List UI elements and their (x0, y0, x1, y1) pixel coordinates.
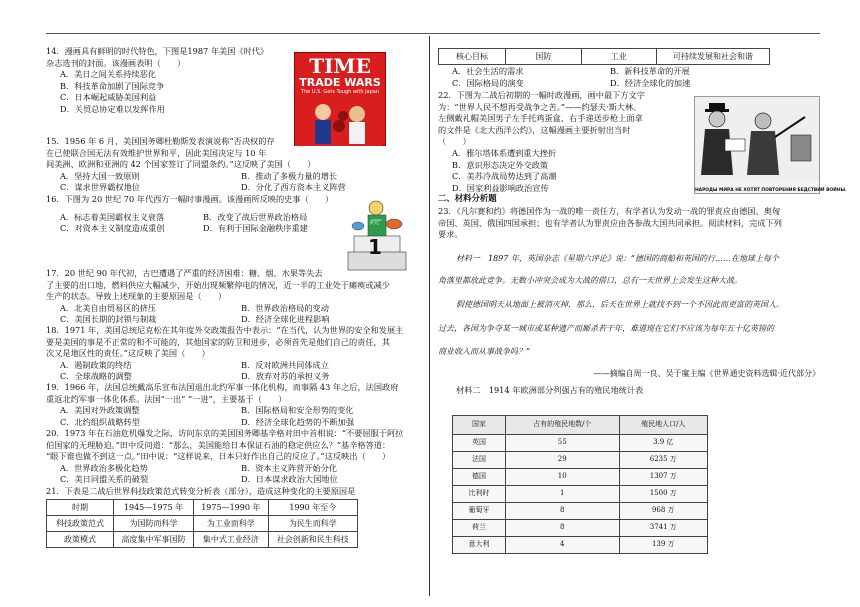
q21-option-b: B．新科技革命的开展 (610, 66, 690, 76)
material-one-line-3: 假使德国明天从地面上被消灭掉，那么，后天在世界上就找不到一个不因此而更富的英国人。 (456, 300, 784, 309)
table-cell: 政策模式 (47, 532, 114, 548)
section-2-title: 二、材料分析题 (438, 193, 497, 203)
q22-option-d: D．国家利益影响政治宣传 (452, 182, 549, 193)
q18-line-3: 次又是地区性的责任。”这反映了美国（ ） (46, 348, 210, 359)
table-cell: 139 万 (619, 537, 707, 554)
q19-line-2: 重返北约军事一体化体系。法国“一出” “一进”，主要基于（ ） (46, 393, 287, 404)
q16-option-a: A．标志着美国霸权主义衰落 (60, 211, 165, 222)
q16-option-b: B．改变了战后世界政治格局 (203, 211, 308, 222)
q15-line-2: 在已使联合国无法有效维护世界和平，因此美国决定与 10 年 (46, 147, 267, 158)
q19-option-a: A．美国对外政策调整 (60, 405, 140, 416)
table-row (47, 532, 358, 548)
top-rule (46, 33, 820, 34)
boxing-illustration (295, 96, 383, 146)
q18-option-b: B．反对欧洲共同体成立 (241, 359, 329, 370)
podium-number: 1 (368, 235, 382, 259)
material-one (438, 249, 820, 385)
q17-option-b: B．世界政治格局的变动 (241, 302, 329, 313)
table-row (453, 486, 708, 503)
q20-line-2: 伯国家的无理胁迫。”田中反问道：“那么，美国能给日本保证石油的稳定供应么？”基辛格答道： (46, 439, 391, 450)
q22-line-1: 22．下图为二战后初期的一幅时政漫画，画中最下方文字 (438, 90, 645, 100)
table-cell: 1500 万 (619, 486, 707, 503)
q19-option-d: D．经济全球化趋势的不断加强 (241, 416, 355, 427)
q15-line-3: 间美洲、欧洲和亚洲的 42 个国家签订了同盟条约。”这反映了美国（ ） (46, 159, 316, 169)
table-cell: 4 (506, 537, 620, 554)
question-22 (438, 90, 688, 194)
q14-stem-2: 杂志选刊的封面。该漫画表明（ ） (46, 57, 186, 68)
table-cell: 英国 (453, 435, 506, 452)
q20-line-1: 20．1973 年在石油危机爆发之际，访问东京的美国国务卿基辛格对田中首相说：“不要屈服于阿拉 (46, 428, 404, 438)
question-16 (46, 194, 346, 235)
cold-war-cartoon-illustration (695, 97, 819, 181)
q15-option-b: B．推动了多极力量的增长 (241, 170, 338, 181)
table-cell: 1990 年至今 (268, 500, 357, 516)
q22-line-2: 为：“世界人民不想再受战争之苦。”——约瑟夫·斯大林。 (438, 101, 642, 112)
table-row (453, 520, 708, 537)
table-cell: 可持续发展和社会和谐 (657, 49, 770, 65)
table-row (453, 537, 708, 554)
q22-cartoon-caption: НАРОДЫ МИРА НЕ ХОТЯТ ПОВТОРЕНИЯ БЕДСТВИЙ ВОЙНЫ. (695, 187, 847, 193)
table-row (453, 469, 708, 486)
table-cell: 29 (506, 452, 620, 469)
table-cell: 8 (506, 503, 620, 520)
table-header-cell: 国家 (453, 416, 506, 435)
time-cover-subtitle: The U.S. Gets Tough with Japan (300, 89, 380, 95)
material-one-line-2: 角落里都放此竞争。无数小冲突会成为大战的借口，总有一天世界上会发生这种大战。 (438, 276, 742, 285)
table-row (453, 503, 708, 520)
table-cell: 为民生而科学 (268, 516, 357, 532)
q17-line-1: 17．20 世纪 90 年代初，古巴遭遇了严重的经济困难：糖、烟、水果等失去 (46, 268, 323, 278)
q21-policy-table (46, 499, 358, 548)
question-15 (46, 136, 301, 159)
q23-line-2: 帝国、英国、俄国四国承担；也有学者认为罪责应由各参战大国共同承担。阅读材料，完成下列 (438, 217, 782, 228)
table-cell: 3741 万 (619, 520, 707, 537)
material-one-line-5: 商业收入而从事战争吗？” (438, 347, 531, 356)
q22-line-5: （ ） (438, 136, 471, 147)
q15-option-d: D．分化了西方资本主义阵营 (241, 182, 346, 193)
table-cell: 葡萄牙 (453, 503, 506, 520)
table-row (47, 500, 358, 516)
question-18 (46, 325, 422, 383)
q20-option-a: A．世界政治多极化趋势 (60, 462, 148, 473)
q16-option-d: D．有利于国际金融秩序重建 (203, 223, 308, 234)
q18-option-c: C．全球战略的调整 (60, 371, 132, 382)
q15-line-1: 15．1956 年 6 月，美国国务卿杜勒斯发表演说称“否决权的存 (46, 136, 275, 146)
question-20 (46, 428, 422, 486)
table-row (453, 452, 708, 469)
table-cell: 比利时 (453, 486, 506, 503)
table-row (453, 435, 708, 452)
material-one-source: ——摘编自周一良、吴于廑主编《世界通史资料选辑·近代部分》 (593, 369, 820, 378)
q17-option-d: D．经济全球化进程影响 (241, 314, 330, 325)
table-cell: 1945—1975 年 (114, 500, 194, 516)
table-row (439, 49, 770, 65)
q22-line-3: 左侧戴礼帽美国男子左手托鸡蛋盒，右手递送步枪上面拿 (438, 113, 643, 124)
material-one-line-1: 材料一 1897 年，英国杂志《星期六评论》说：“德国的商船和英国的行……在地球上每个 (456, 254, 779, 263)
q21-option-a: A．社会生活的需求 (452, 66, 524, 76)
q18-line-1: 18．1971 年，美国总统尼克松在其年度外交政策报告中表示：“在当代，认为世界的安全和发展主 (46, 325, 404, 335)
time-cover-brand: TIME (309, 54, 371, 78)
table-cell: 核心目标 (439, 49, 506, 65)
table-cell: 社会创新和民生科技 (268, 532, 357, 548)
table-header-row (453, 416, 708, 435)
table-cell: 6235 万 (619, 452, 707, 469)
table-header-cell: 占有的殖民地数/个 (506, 416, 620, 435)
q18-option-d: D．放弃对苏的承担义务 (241, 371, 330, 382)
table-cell: 968 万 (619, 503, 707, 520)
q19-option-c: C．北约组织战略转型 (60, 416, 140, 427)
question-19 (46, 382, 422, 428)
q16-line-1: 16．下图为 20 世纪 70 年代西方一幅时事漫画。该漫画所反映的史事（ ） (46, 194, 334, 204)
q22-cartoon (694, 96, 847, 194)
q21-line-1: 21．下表是二战后世界科技政策范式转变分析表（部分），造成这种变化的主要原因是 (46, 486, 356, 496)
q22-option-c: C．美苏冷战局势达到了高潮 (452, 171, 557, 182)
question-14 (46, 46, 296, 116)
question-21 (46, 486, 422, 498)
table-cell: 国防 (506, 49, 582, 65)
question-17 (46, 268, 422, 326)
material-two-title: 材料二 1914 年欧洲部分列强占有的殖民地统计表 (456, 385, 644, 395)
q17-line-2: 了主要的出口地，燃料供应大幅减少，开始出现频繁停电的情况，近一半的工业处于瘫痪或减少 (46, 279, 390, 290)
q21-option-c: C．国际格局的演变 (452, 77, 524, 88)
table-cell: 8 (506, 520, 620, 537)
q17-option-a: A．北美自由贸易区的挤压 (60, 302, 156, 313)
question-23 (438, 206, 820, 241)
q14-option-d: D．关贸总协定难以发挥作用 (60, 103, 165, 114)
q14-option-c: C．日本崛起威胁美国利益 (60, 92, 157, 103)
table-cell: 为国防而科学 (114, 516, 194, 532)
q23-line-3: 要求。 (438, 229, 463, 240)
q23-line-1: 23．《凡尔赛和约》将德国作为一战的唯一责任方，有学者认为发动一战的罪责应由德国、奥匈 (438, 206, 781, 216)
table-cell: 1 (506, 486, 620, 503)
colony-statistics-table (452, 415, 708, 554)
question-15-rest (46, 159, 422, 194)
podium-sign: 美元 (369, 220, 380, 226)
table-cell: 高度集中军事国防 (114, 532, 194, 548)
q20-option-c: C．美日同盟关系的破裂 (60, 474, 149, 485)
table-cell: 科技政策范式 (47, 516, 114, 532)
q15-option-c: C．谋求世界霸权地位 (60, 182, 140, 193)
table-cell: 荷兰 (453, 520, 506, 537)
q14-option-a: A．美日之间关系持续恶化 (60, 69, 156, 80)
table-cell: 10 (506, 469, 620, 486)
q14-stem-1: 14．漫画具有鲜明的时代特色，下图是1987 年美国《时代》 (46, 46, 269, 56)
table-cell: 法国 (453, 452, 506, 469)
q22-line-4: 的文件是《北大西洋公约》，这幅漫画主要折射出当时 (438, 124, 631, 135)
table-cell: 德国 (453, 469, 506, 486)
q21-options (438, 66, 768, 89)
time-magazine-cover (294, 52, 386, 146)
q19-option-b: B．国际格局和安全形势的变化 (241, 405, 354, 416)
table-header-cell: 殖民地人口/人 (619, 416, 707, 435)
table-cell: 意大利 (453, 537, 506, 554)
q20-option-b: B．资本主义阵营开始分化 (241, 462, 338, 473)
table-cell: 时期 (47, 500, 114, 516)
q15-option-a: A．坚持大国一致原则 (60, 170, 140, 181)
table-cell: 集中式工业经济 (194, 532, 269, 548)
material-one-line-4: 过去，各国为争夺某一城市或某种遗产而厮杀若干年，难道现在它们不应该为每年五十亿英镑的 (438, 324, 774, 333)
q14-option-b: B．科技革命加剧了国际竞争 (60, 80, 165, 91)
table-row (47, 516, 358, 532)
table-cell: 为工业而科学 (194, 516, 269, 532)
q18-line-2: 要是美国的事是不正常的和不可能的，其他国家的防卫和进步，必须首先是他们自己的责任，其 (46, 336, 390, 347)
q19-line-1: 19．1966 年，法国总统戴高乐宣布法国退出北约军事一体化机构，而事隔 43 年之后，法国政府 (46, 382, 399, 392)
q22-option-b: B．意识形态决定外交政策 (452, 159, 549, 170)
q16-cartoon (346, 196, 408, 274)
table-cell: 工业 (581, 49, 657, 65)
table-cell: 1975—1990 年 (194, 500, 269, 516)
table-cell: 55 (506, 435, 620, 452)
q16-option-c: C．对资本主义制度造成重创 (60, 223, 165, 234)
time-cover-headline: TRADE WARS (299, 76, 381, 89)
table-cell: 1307 万 (619, 469, 707, 486)
q20-line-3: “眼下谁也做不到这一点。”田中说：“这样说来，日本只好作出自己的反应了。”这反映出（ ） (46, 451, 391, 462)
q22-option-a: A．雅尔塔体系遭到重大挫折 (452, 147, 557, 158)
q20-option-d: D．日本谋求政治大国地位 (241, 474, 338, 485)
q17-option-c: C．美国长期的封锁与制裁 (60, 314, 157, 325)
q18-option-a: A．遏制政策的终结 (60, 359, 132, 370)
table-cell: 3.9 亿 (619, 435, 707, 452)
q17-line-3: 生产的状态。导致上述现象的主要原因是（ ） (46, 291, 227, 302)
column-divider (429, 36, 430, 596)
q21-option-d: D．经济全球化的加速 (610, 77, 691, 88)
q21-goal-table-row (438, 48, 770, 65)
